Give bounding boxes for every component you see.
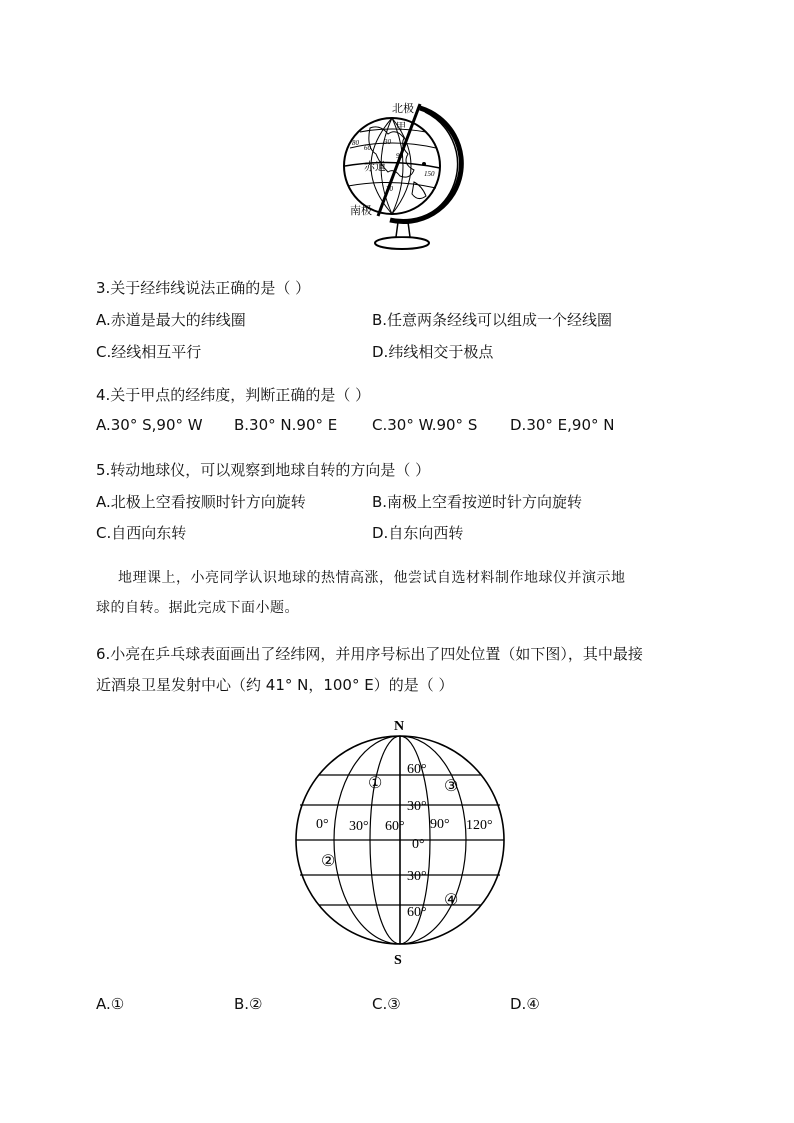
globe-figure bbox=[330, 98, 470, 253]
grid-lon-120: 120° bbox=[466, 818, 493, 833]
globe-north-label: 北极 bbox=[392, 103, 414, 115]
globe-stem bbox=[396, 222, 410, 237]
passage-line-2: 球的自转。据此完成下面小题。 bbox=[96, 600, 299, 616]
q3-option-b[interactable]: B.任意两条经线可以组成一个经线圈 bbox=[372, 311, 613, 329]
grid-marker-3: ③ bbox=[444, 778, 459, 795]
q3-stem: 3.关于经纬线说法正确的是（ ） bbox=[96, 279, 311, 297]
grid-lat-30n: 30° bbox=[407, 799, 427, 814]
q5-option-b[interactable]: B.南极上空看按逆时针方向旋转 bbox=[372, 493, 583, 511]
globe-lon-label: 150 bbox=[424, 170, 435, 178]
globe-point-jia bbox=[422, 162, 426, 166]
grid-marker-4: ④ bbox=[444, 892, 459, 909]
grid-marker-2: ② bbox=[321, 853, 336, 870]
globe-point-jia-label: 甲 bbox=[396, 122, 406, 133]
q6-stem-line-1: 6.小亮在乒乓球表面画出了经纬网，并用序号标出了四处位置（如下图），其中最接 bbox=[96, 645, 643, 663]
grid-lat-60n: 60° bbox=[407, 762, 427, 777]
passage-line-1: 地理课上，小亮同学认识地球的热情高涨，他尝试自选材料制作地球仪并演示地 bbox=[118, 570, 626, 586]
grid-south-label: S bbox=[394, 953, 402, 968]
q5-option-c[interactable]: C.自西向东转 bbox=[96, 524, 187, 542]
q3-option-c[interactable]: C.经线相互平行 bbox=[96, 343, 202, 361]
globe-equator-label: 赤道 bbox=[364, 161, 386, 173]
q6-option-a[interactable]: A.① bbox=[96, 995, 125, 1013]
q6-option-b[interactable]: B.② bbox=[234, 995, 263, 1013]
grid-lat-30s: 30° bbox=[407, 869, 427, 884]
q5-stem: 5.转动地球仪，可以观察到地球自转的方向是（ ） bbox=[96, 461, 431, 479]
globe-lat-label: 30 bbox=[386, 185, 393, 193]
q5-option-a[interactable]: A.北极上空看按顺时针方向旋转 bbox=[96, 493, 306, 511]
globe-base bbox=[375, 237, 429, 249]
grid-lon-60: 60° bbox=[385, 819, 405, 834]
q6-option-d[interactable]: D.④ bbox=[510, 995, 540, 1013]
grid-lon-30: 30° bbox=[349, 819, 369, 834]
grid-lon-0: 0° bbox=[316, 817, 329, 832]
globe-south-label: 南极 bbox=[350, 205, 372, 217]
globe-lat-label: 60 bbox=[364, 144, 371, 152]
q4-option-d[interactable]: D.30° E,90° N bbox=[510, 416, 615, 434]
grid-north-label: N bbox=[394, 719, 405, 734]
grid-lat-60s: 60° bbox=[407, 905, 427, 920]
q4-stem: 4.关于甲点的经纬度，判断正确的是（ ） bbox=[96, 386, 371, 404]
q4-option-b[interactable]: B.30° N.90° E bbox=[234, 416, 338, 434]
q4-option-c[interactable]: C.30° W.90° S bbox=[372, 416, 478, 434]
q6-stem-line-2: 近酒泉卫星发射中心（约 41° N，100° E）的是（ ） bbox=[96, 676, 454, 694]
q4-option-a[interactable]: A.30° S,90° W bbox=[96, 416, 203, 434]
q5-option-d[interactable]: D.自东向西转 bbox=[372, 524, 464, 542]
grid-lon-90: 90° bbox=[430, 817, 450, 832]
grid-marker-1: ① bbox=[368, 775, 383, 792]
q6-option-c[interactable]: C.③ bbox=[372, 995, 401, 1013]
globe-lon-label: 90 bbox=[396, 152, 403, 160]
q3-option-a[interactable]: A.赤道是最大的纬线圈 bbox=[96, 311, 246, 329]
globe-lat-label: 30 bbox=[384, 138, 391, 146]
grid-lat-0: 0° bbox=[412, 837, 425, 852]
q3-option-d[interactable]: D.纬线相交于极点 bbox=[372, 343, 494, 361]
globe-lat-label: 80 bbox=[352, 139, 359, 147]
grid-globe-figure bbox=[286, 712, 514, 972]
